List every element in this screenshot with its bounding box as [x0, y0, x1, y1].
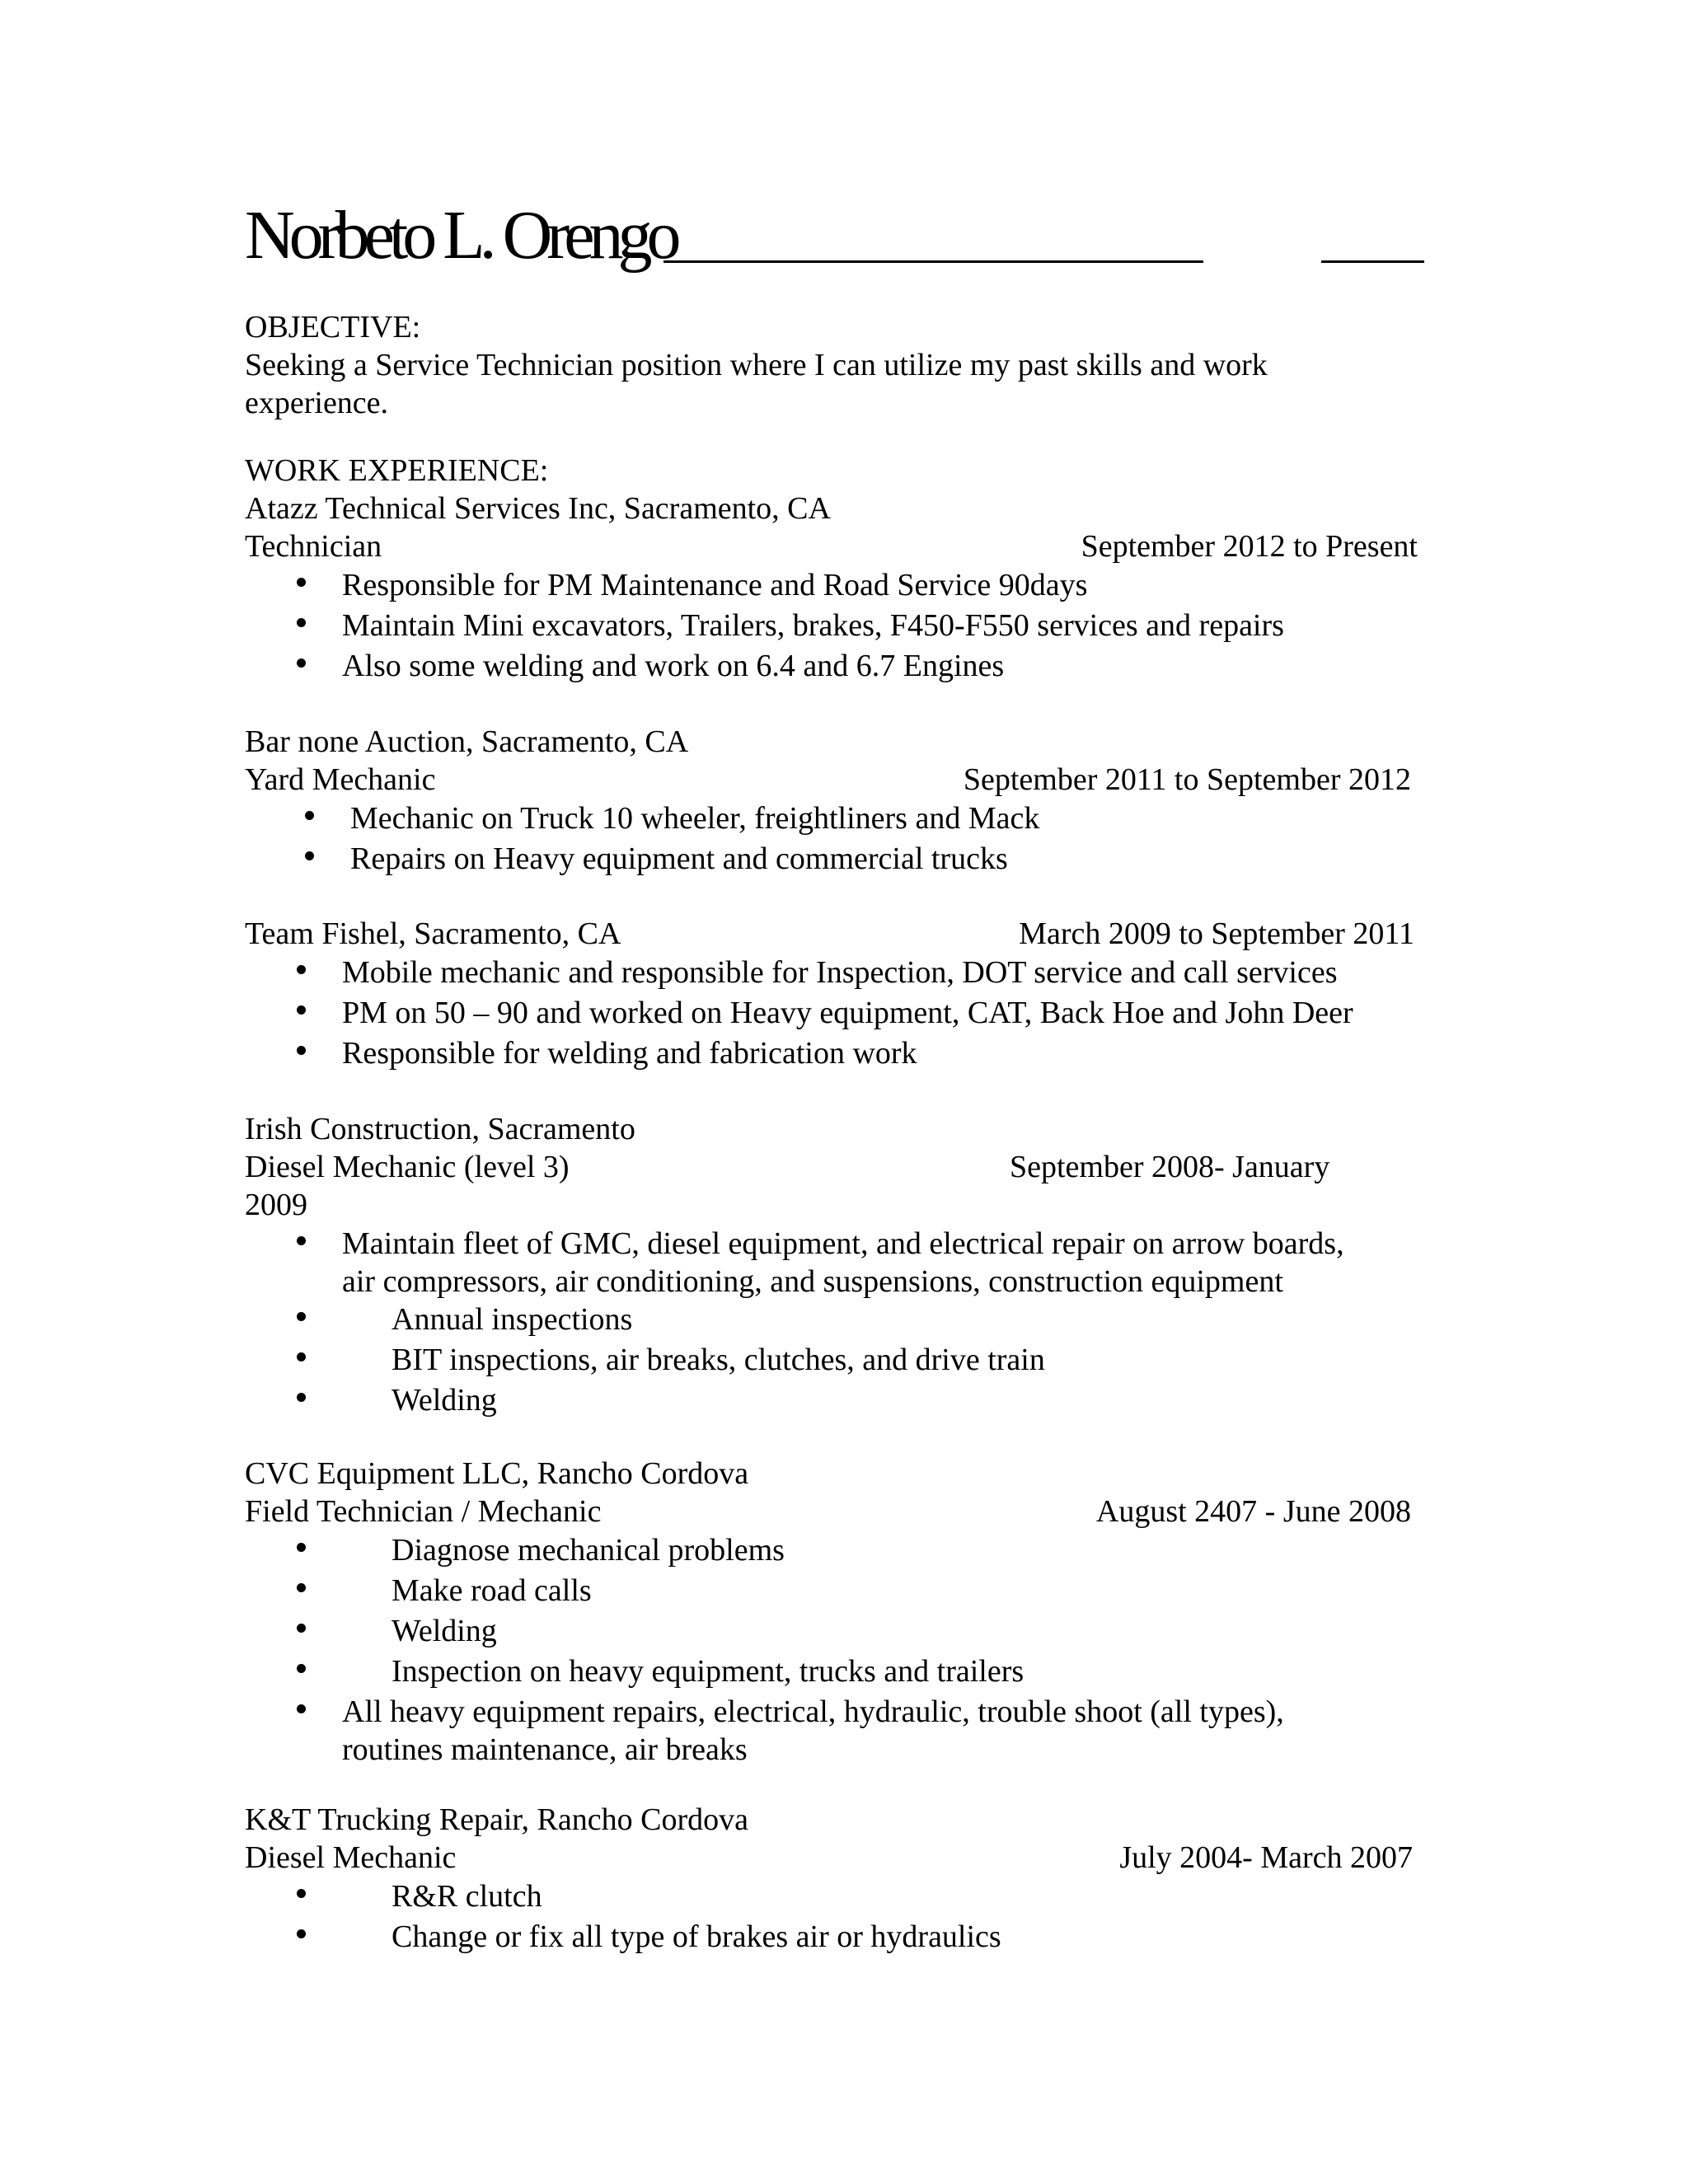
job-dates: July 2004- March 2007	[1119, 1840, 1413, 1875]
job-bullet-text: Change or fix all type of brakes air or hydraulics	[392, 1919, 1001, 1954]
resume-name: Norbeto L. Orengo	[245, 197, 676, 274]
job-bullet-text: Mobile mechanic and responsible for Inspection, DOT service and call services	[342, 955, 1338, 990]
bullet-icon	[297, 1664, 306, 1673]
job-bullet-text: Make road calls	[392, 1573, 592, 1608]
job-bullet-text: Responsible for PM Maintenance and Road Service 90days	[342, 568, 1088, 602]
bullet-icon	[297, 1583, 306, 1592]
job-title: Yard Mechanic	[245, 762, 436, 797]
bullet-icon	[297, 578, 306, 587]
job-bullet-text: Maintain Mini excavators, Trailers, brakes, F450-F550 services and repairs	[342, 608, 1284, 643]
bullet-icon	[297, 1046, 306, 1055]
job-company: Bar none Auction, Sacramento, CA	[245, 724, 689, 759]
bullet-icon	[305, 851, 314, 860]
bullet-icon	[297, 1236, 306, 1245]
job-dates: September 2011 to September 2012	[963, 762, 1411, 797]
job-bullet-text: Responsible for welding and fabrication work	[342, 1036, 917, 1071]
objective-heading: OBJECTIVE:	[245, 310, 421, 344]
bullet-icon	[297, 1889, 306, 1898]
bullet-icon	[297, 965, 306, 974]
job-dates-continued: 2009	[245, 1188, 307, 1222]
job-bullet-text: Inspection on heavy equipment, trucks and trailers	[392, 1654, 1025, 1689]
bullet-icon	[297, 1704, 306, 1713]
bullet-icon	[297, 1624, 306, 1633]
job-title: Technician	[245, 529, 382, 564]
job-bullet-text: R&R clutch	[392, 1879, 542, 1914]
bullet-icon	[297, 1005, 306, 1015]
job-bullet-text: Mechanic on Truck 10 wheeler, freightliners and Mack	[350, 801, 1040, 836]
bullet-icon	[297, 1352, 306, 1361]
job-company: Team Fishel, Sacramento, CA	[245, 916, 621, 951]
job-company: K&T Trucking Repair, Rancho Cordova	[245, 1802, 749, 1837]
job-bullet-text-continued: air compressors, air conditioning, and suspensions, construction equipment	[342, 1264, 1283, 1299]
header-rule-long	[663, 260, 1203, 263]
job-dates: September 2008- January	[1010, 1150, 1330, 1184]
job-company: CVC Equipment LLC, Rancho Cordova	[245, 1456, 749, 1491]
job-bullet-text-continued: routines maintenance, air breaks	[342, 1732, 748, 1767]
job-bullet-text: Also some welding and work on 6.4 and 6.7 Engines	[342, 649, 1005, 683]
job-company: Irish Construction, Sacramento	[245, 1112, 635, 1146]
job-bullet-text: All heavy equipment repairs, electrical, hydraulic, trouble shoot (all types),	[342, 1694, 1284, 1729]
job-bullet-text: Welding	[392, 1614, 497, 1648]
job-bullet-text: PM on 50 – 90 and worked on Heavy equipment, CAT, Back Hoe and John Deer	[342, 996, 1353, 1030]
bullet-icon	[297, 1929, 306, 1938]
bullet-icon	[297, 1393, 306, 1402]
bullet-icon	[297, 1312, 306, 1321]
bullet-icon	[297, 618, 306, 627]
job-company: Atazz Technical Services Inc, Sacramento, CA	[245, 491, 831, 526]
job-dates: March 2009 to September 2011	[1019, 916, 1414, 951]
bullet-icon	[305, 811, 314, 820]
objective-text-line1: Seeking a Service Technician position where I can utilize my past skills and work	[245, 348, 1268, 382]
header-rule-short	[1321, 260, 1424, 263]
job-title: Diesel Mechanic	[245, 1840, 457, 1875]
job-bullet-text: Repairs on Heavy equipment and commercial trucks	[350, 841, 1008, 876]
job-title: Diesel Mechanic (level 3)	[245, 1150, 570, 1184]
job-bullet-text: BIT inspections, air breaks, clutches, and drive train	[392, 1343, 1045, 1377]
job-title: Field Technician / Mechanic	[245, 1494, 602, 1529]
work-experience-heading: WORK EXPERIENCE:	[245, 453, 549, 488]
objective-text-line2: experience.	[245, 386, 389, 420]
job-bullet-text: Annual inspections	[392, 1302, 633, 1337]
job-bullet-text: Diagnose mechanical problems	[392, 1533, 785, 1568]
bullet-icon	[297, 1543, 306, 1552]
job-dates: August 2407 - June 2008	[1095, 1494, 1411, 1529]
job-dates: September 2012 to Present	[1081, 529, 1418, 564]
job-bullet-text: Maintain fleet of GMC, diesel equipment, and electrical repair on arrow boards,	[342, 1226, 1344, 1261]
job-bullet-text: Welding	[392, 1383, 497, 1418]
bullet-icon	[297, 658, 306, 668]
